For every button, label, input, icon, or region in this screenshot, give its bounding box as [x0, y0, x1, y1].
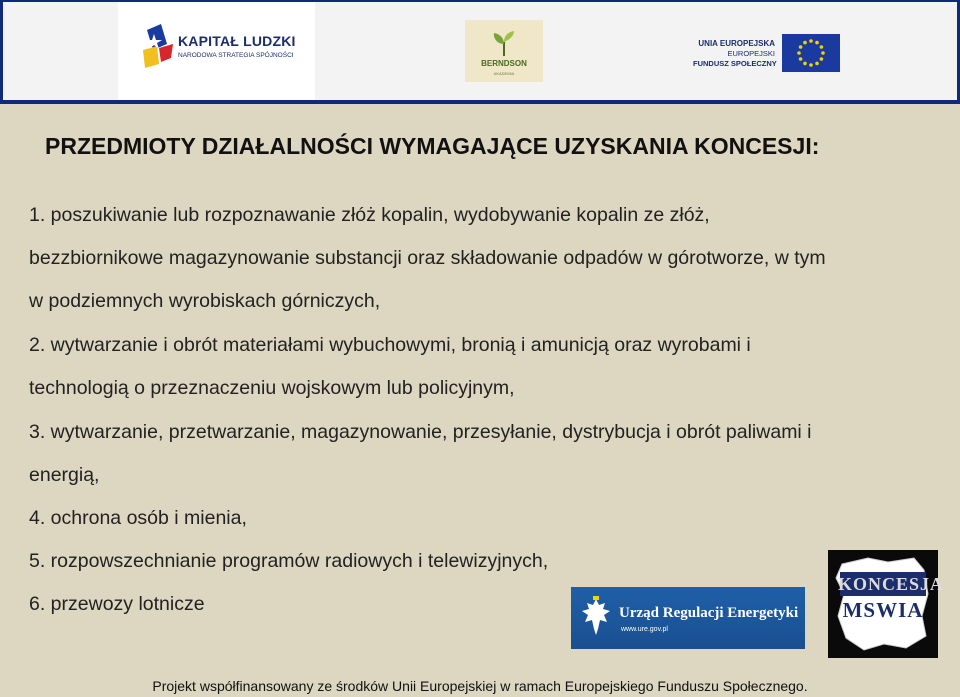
logo-strip-right-panel	[315, 2, 957, 100]
list-item-3-line-1: 3. wytwarzanie, przetwarzanie, magazynowanie, przesyłanie, dystrybucja i obrót paliwami i	[29, 421, 812, 443]
list-item-1-line-2: bezzbiornikowe magazynowanie substancji oraz składowanie odpadów w górotworze, w tym	[29, 247, 826, 269]
berndson-name: BERNDSON	[481, 59, 527, 68]
header-band	[0, 0, 960, 104]
kapital-ludzki-emblem-icon	[141, 22, 175, 72]
logo-strip	[3, 2, 957, 100]
list-item-3-line-2: energią,	[29, 464, 100, 486]
page-title: PRZEDMIOTY DZIAŁALNOŚCI WYMAGAJĄCE UZYSKANIA KONCESJI:	[45, 133, 820, 159]
logo-strip-left-panel	[3, 2, 118, 100]
ure-name: Urząd Regulacji Energetyki	[619, 605, 799, 621]
eu-line-1: UNIA EUROPEJSKA	[698, 39, 775, 48]
mswia-koncesja-text: KONCESJA	[838, 574, 945, 594]
list-item-2-line-2: technologią o przeznaczeniu wojskowym lub policyjnym,	[29, 377, 515, 399]
kapital-ludzki-text	[178, 33, 296, 59]
footer-text: Projekt współfinansowany ze środków Unii Europejskiej w ramach Europejskiego Funduszu Społecznego.	[0, 676, 960, 697]
mswia-logo	[828, 550, 945, 658]
list-item-2-line-1: 2. wytwarzanie i obrót materiałami wybuchowymi, bronią i amunicją oraz wyrobami i	[29, 334, 751, 356]
eu-text	[693, 39, 775, 69]
list-item-5: 5. rozpowszechnianie programów radiowych i telewizyjnych,	[29, 550, 549, 572]
kapital-ludzki-subtitle: NARODOWA STRATEGIA SPÓJNOŚCI	[178, 52, 294, 59]
eu-flag-icon	[782, 34, 840, 72]
mswia-name-text: MSWIA	[842, 598, 924, 622]
list-item-1-line-1: 1. poszukiwanie lub rozpoznawanie złóż kopalin, wydobywanie kopalin ze złóż,	[29, 204, 710, 226]
list-item-4: 4. ochrona osób i mienia,	[29, 507, 247, 529]
kapital-ludzki-logo	[141, 22, 316, 77]
list-item-1-line-3: w podziemnych wyrobiskach górniczych,	[29, 290, 381, 312]
sprout-icon	[489, 28, 519, 58]
list-item-6: 6. przewozy lotnicze	[29, 593, 205, 615]
ure-url: www.ure.gov.pl	[621, 626, 668, 633]
kapital-ludzki-title: KAPITAŁ LUDZKI	[178, 33, 296, 49]
berndson-subtitle: AKADEMIA	[493, 71, 515, 76]
eu-line-3: FUNDUSZ SPOŁECZNY	[693, 59, 777, 68]
polish-eagle-icon	[579, 595, 613, 641]
berndson-logo	[465, 20, 543, 82]
eu-line-2: EUROPEJSKI	[727, 49, 775, 58]
ure-logo	[571, 587, 805, 649]
